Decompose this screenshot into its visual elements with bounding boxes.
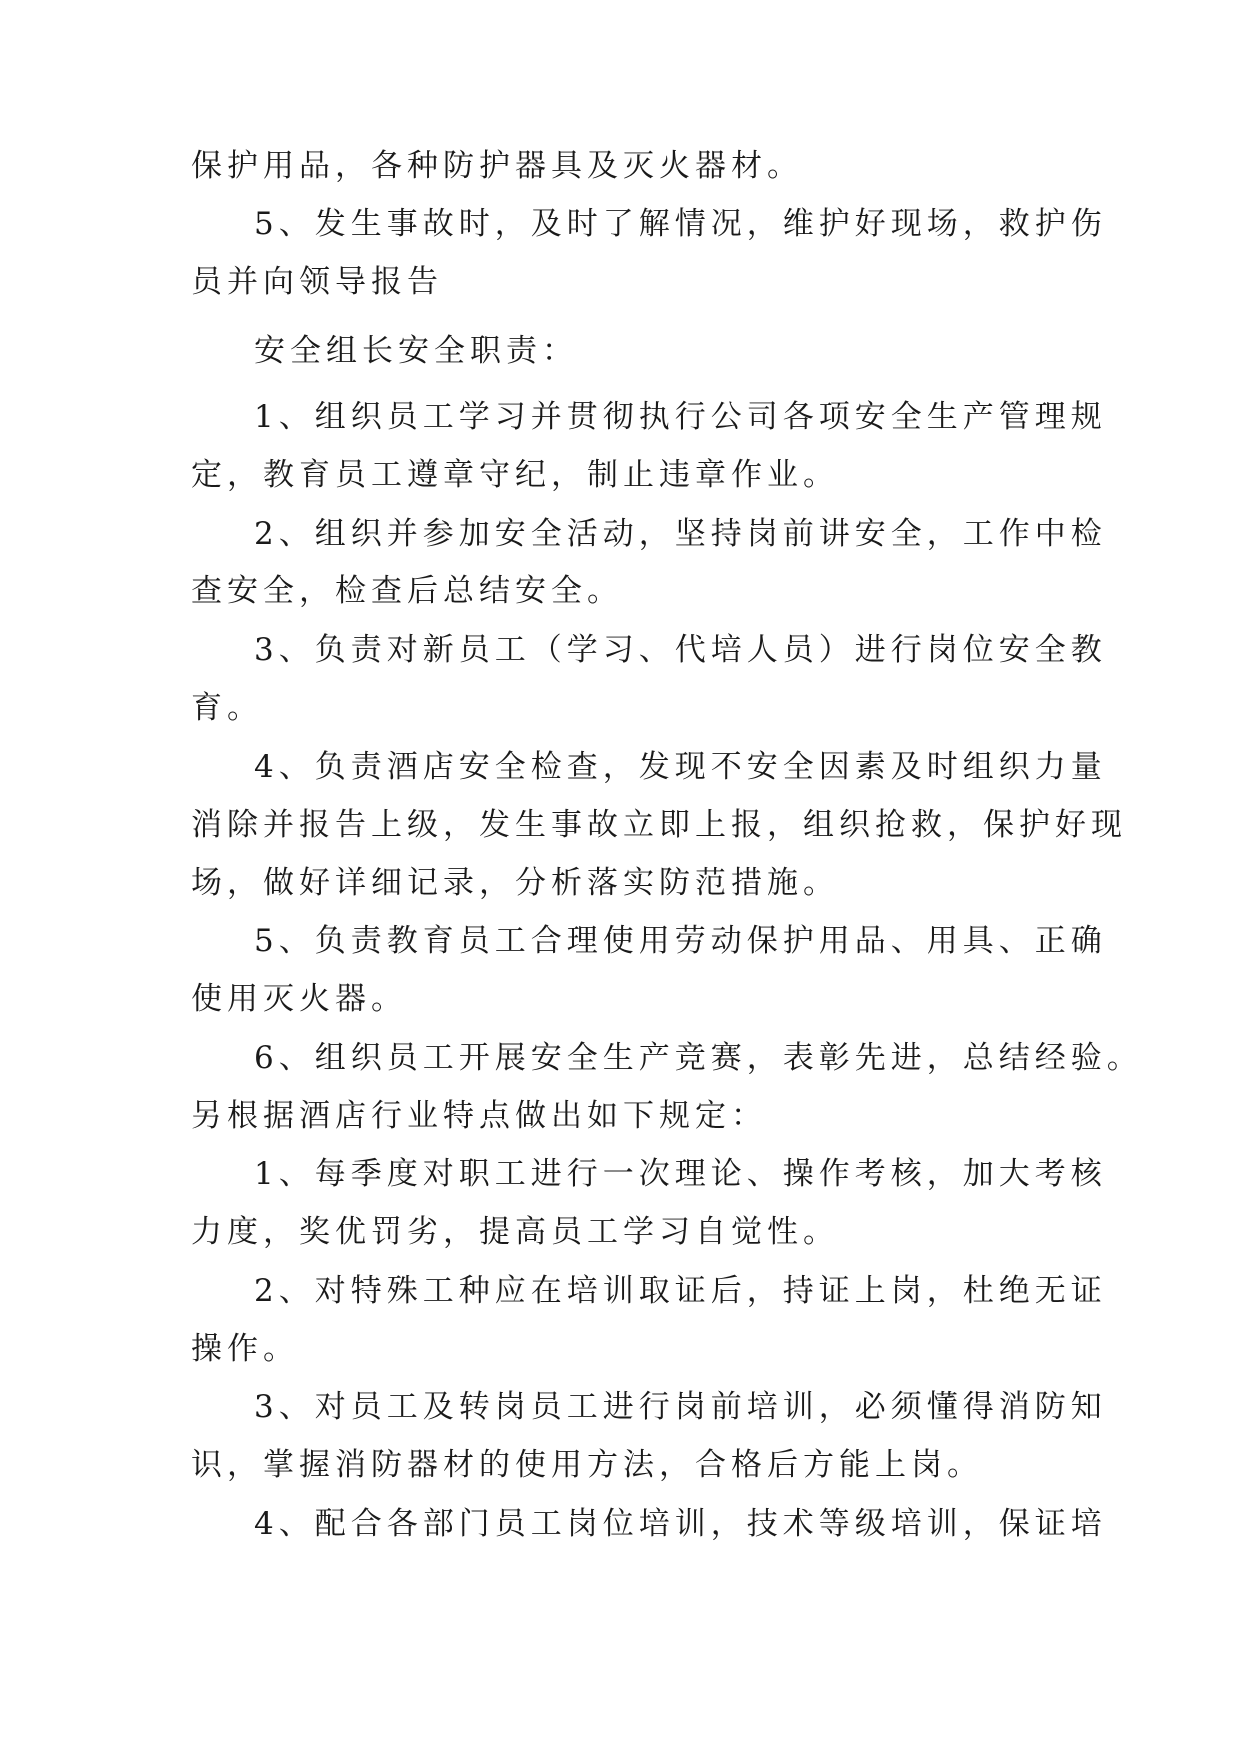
- text-line: 4、配合各部门员工岗位培训，技术等级培训，保证培: [254, 1506, 1107, 1542]
- text-line: 3、负责对新员工（学习、代培人员）进行岗位安全教: [254, 632, 1107, 668]
- text-line: 4、负责酒店安全检查，发现不安全因素及时组织力量: [254, 749, 1107, 785]
- text-line: 力度，奖优罚劣，提高员工学习自觉性。: [191, 1214, 839, 1250]
- text-line: 识，掌握消防器材的使用方法，合格后方能上岗。: [191, 1447, 983, 1483]
- text-line: 查安全，检查后总结安全。: [191, 573, 623, 609]
- text-line: 6、组织员工开展安全生产竞赛，表彰先进，总结经验。: [254, 1040, 1143, 1076]
- text-line: 1、每季度对职工进行一次理论、操作考核，加大考核: [254, 1156, 1107, 1192]
- text-line: 定，教育员工遵章守纪，制止违章作业。: [191, 457, 839, 493]
- text-line: 使用灭火器。: [191, 981, 407, 1017]
- text-line: 1、组织员工学习并贯彻执行公司各项安全生产管理规: [254, 399, 1107, 435]
- text-line: 场，做好详细记录，分析落实防范措施。: [191, 865, 839, 901]
- text-line: 操作。: [191, 1331, 299, 1367]
- text-line: 2、组织并参加安全活动，坚持岗前讲安全，工作中检: [254, 516, 1107, 552]
- text-line: 员并向领导报告: [191, 264, 443, 300]
- text-line: 5、负责教育员工合理使用劳动保护用品、用具、正确: [254, 923, 1107, 959]
- text-line: 另根据酒店行业特点做出如下规定：: [191, 1098, 767, 1134]
- text-line: 2、对特殊工种应在培训取证后，持证上岗，杜绝无证: [254, 1273, 1107, 1309]
- text-line: 保护用品，各种防护器具及灭火器材。: [191, 148, 803, 184]
- text-line: 消除并报告上级，发生事故立即上报，组织抢救，保护好现: [191, 807, 1127, 843]
- text-line: 3、对员工及转岗员工进行岗前培训，必须懂得消防知: [254, 1389, 1107, 1425]
- text-line: 5、发生事故时，及时了解情况，维护好现场，救护伤: [254, 206, 1107, 242]
- text-line: 育。: [191, 690, 263, 726]
- section-heading: 安全组长安全职责：: [254, 333, 578, 369]
